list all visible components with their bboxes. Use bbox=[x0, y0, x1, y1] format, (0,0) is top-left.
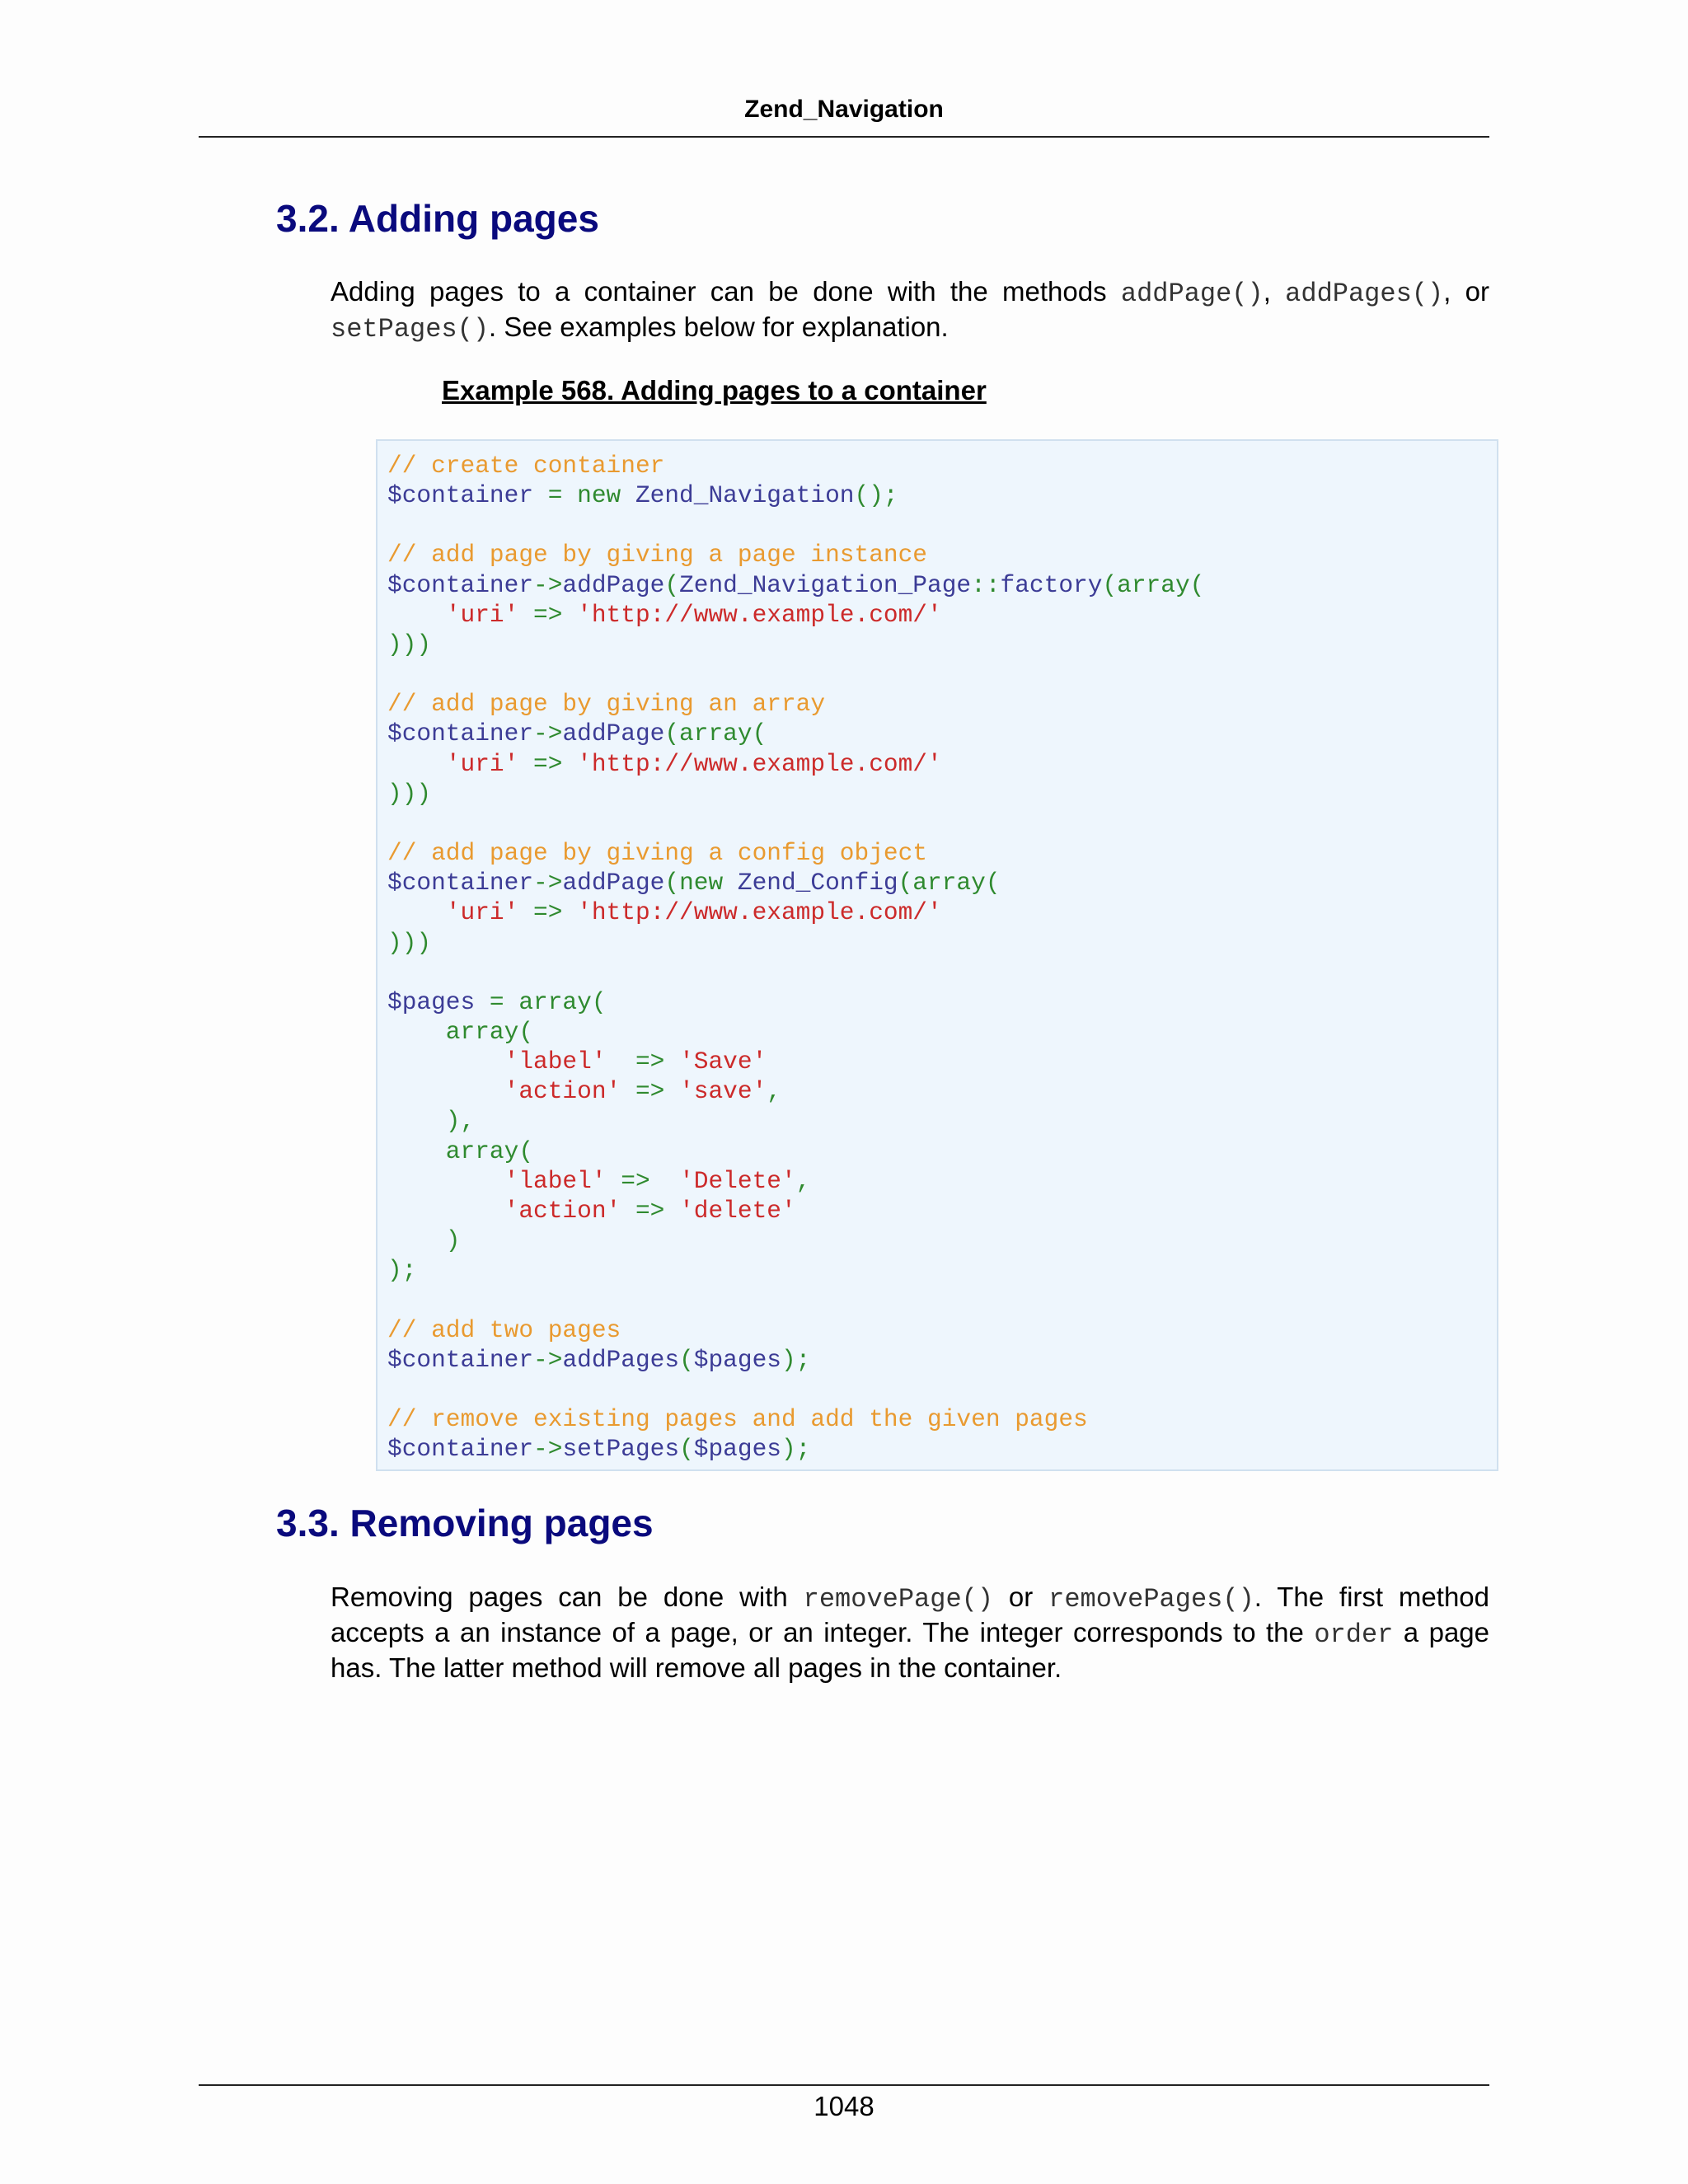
code-variable: $container bbox=[387, 1435, 534, 1464]
code-keyword: (array( bbox=[1102, 570, 1205, 599]
section-heading-removing-pages: 3.3. Removing pages bbox=[276, 1502, 654, 1544]
code-punct: ); bbox=[781, 1345, 811, 1374]
inline-code-setpages: setPages() bbox=[331, 314, 490, 344]
code-string: 'label' bbox=[504, 1166, 607, 1195]
code-method: addPages bbox=[562, 1345, 680, 1374]
code-punct: ( bbox=[664, 570, 680, 599]
code-string: 'action' bbox=[504, 1077, 621, 1106]
code-string: 'label' bbox=[504, 1047, 607, 1076]
code-punct: ))) bbox=[387, 928, 432, 957]
code-keyword: array( bbox=[518, 987, 607, 1016]
code-punct: ); bbox=[387, 1256, 417, 1285]
code-variable: $pages bbox=[693, 1435, 781, 1464]
code-keyword: (array( bbox=[664, 719, 767, 748]
code-indent bbox=[387, 1197, 504, 1225]
inline-code-addpage: addPage() bbox=[1120, 279, 1264, 309]
code-operator: => bbox=[621, 1077, 680, 1106]
code-string: 'http://www.example.com/' bbox=[577, 600, 942, 629]
code-operator: => bbox=[518, 898, 578, 927]
text: Removing pages can be done with bbox=[331, 1582, 804, 1612]
code-operator: -> bbox=[533, 719, 563, 748]
paragraph-adding-pages bbox=[331, 275, 1489, 346]
code-string: 'save' bbox=[679, 1077, 767, 1106]
code-listing bbox=[387, 451, 1204, 1464]
code-indent bbox=[387, 898, 446, 926]
code-indent bbox=[387, 1167, 504, 1195]
code-keyword: (array( bbox=[898, 869, 1001, 898]
text: a page has. The latter method will remove all pages in the container. bbox=[331, 1617, 1490, 1683]
code-punct: ( bbox=[664, 869, 680, 898]
code-comment: // add two pages bbox=[387, 1315, 621, 1344]
code-operator: => bbox=[518, 600, 578, 629]
code-punct: , bbox=[767, 1077, 781, 1106]
code-indent bbox=[387, 1077, 504, 1105]
code-operator: => bbox=[606, 1166, 680, 1195]
code-method: addPage bbox=[562, 719, 665, 748]
code-comment: // add page by giving an array bbox=[387, 690, 826, 719]
text: or bbox=[993, 1582, 1049, 1612]
code-variable: $container bbox=[387, 869, 534, 898]
text: Adding pages to a container can be done with the methods bbox=[331, 276, 1121, 307]
code-operator: -> bbox=[533, 1435, 563, 1464]
inline-code-removepage: removePage() bbox=[803, 1584, 994, 1615]
code-keyword: array( bbox=[387, 1137, 534, 1165]
code-operator: -> bbox=[533, 1345, 563, 1374]
section-heading-adding-pages: 3.2. Adding pages bbox=[276, 197, 599, 240]
code-string: 'uri' bbox=[445, 898, 519, 927]
code-class: Zend_Navigation bbox=[635, 481, 855, 510]
code-string: 'delete' bbox=[679, 1196, 796, 1225]
code-class: Zend_Navigation_Page bbox=[679, 570, 972, 599]
code-operator: :: bbox=[971, 570, 1001, 599]
code-comment: // create container bbox=[387, 452, 665, 480]
code-string: 'action' bbox=[504, 1196, 621, 1225]
code-operator: => bbox=[518, 749, 578, 778]
code-method: addPage bbox=[562, 869, 665, 898]
code-method: addPage bbox=[562, 570, 665, 599]
header-rule bbox=[199, 136, 1489, 138]
code-indent bbox=[387, 1047, 504, 1076]
code-example-block bbox=[376, 439, 1498, 1471]
footer-rule bbox=[199, 2084, 1489, 2086]
code-variable: $container bbox=[387, 570, 534, 599]
code-variable: $container bbox=[387, 481, 534, 510]
code-operator: = bbox=[533, 481, 578, 510]
text: . See examples below for explanation. bbox=[489, 312, 949, 342]
example-title: Example 568. Adding pages to a container bbox=[442, 375, 987, 405]
code-method: factory bbox=[1000, 570, 1103, 599]
paragraph-removing-pages bbox=[331, 1581, 1489, 1685]
inline-code-addpages: addPages() bbox=[1285, 279, 1444, 309]
code-punct: ) bbox=[387, 1226, 461, 1255]
code-variable: $pages bbox=[693, 1345, 781, 1374]
code-operator: -> bbox=[533, 869, 563, 898]
page-number: 1048 bbox=[814, 2091, 874, 2121]
code-keyword: new bbox=[577, 481, 635, 510]
running-header: Zend_Navigation bbox=[744, 96, 944, 123]
code-string: 'Delete' bbox=[679, 1166, 796, 1195]
code-operator: -> bbox=[533, 570, 563, 599]
code-string: 'uri' bbox=[445, 749, 519, 778]
code-comment: // remove existing pages and add the given pages bbox=[387, 1405, 1088, 1433]
code-punct: ))) bbox=[387, 630, 432, 658]
code-operator: => bbox=[606, 1047, 680, 1076]
code-punct: ( bbox=[679, 1345, 694, 1374]
code-indent bbox=[387, 750, 446, 778]
code-string: 'http://www.example.com/' bbox=[577, 898, 942, 927]
code-punct: ))) bbox=[387, 779, 432, 808]
code-keyword: array( bbox=[387, 1017, 534, 1046]
inline-code-removepages: removePages() bbox=[1048, 1584, 1254, 1615]
inline-code-order: order bbox=[1314, 1619, 1394, 1650]
code-punct: (); bbox=[854, 481, 898, 510]
code-string: 'http://www.example.com/' bbox=[577, 749, 942, 778]
code-punct: ( bbox=[679, 1435, 694, 1464]
text: , or bbox=[1443, 276, 1489, 307]
code-operator: => bbox=[621, 1196, 680, 1225]
code-keyword: new bbox=[679, 869, 738, 898]
code-punct: , bbox=[795, 1166, 811, 1195]
code-indent bbox=[387, 601, 446, 629]
code-punct: ); bbox=[781, 1435, 811, 1464]
text: . The first method accepts a an instance of a page, or an integer. The integer corresponds to the bbox=[331, 1582, 1489, 1647]
code-variable: $container bbox=[387, 719, 534, 748]
code-variable: $container bbox=[387, 1345, 534, 1374]
code-class: Zend_Config bbox=[737, 869, 898, 898]
code-comment: // add page by giving a page instance bbox=[387, 541, 928, 569]
code-string: 'Save' bbox=[679, 1047, 767, 1076]
code-comment: // add page by giving a config object bbox=[387, 839, 928, 868]
code-string: 'uri' bbox=[445, 600, 519, 629]
code-punct: ), bbox=[387, 1107, 476, 1136]
text: , bbox=[1263, 276, 1286, 307]
code-variable: $pages bbox=[387, 987, 476, 1016]
code-operator: = bbox=[475, 987, 519, 1016]
code-method: setPages bbox=[562, 1435, 680, 1464]
